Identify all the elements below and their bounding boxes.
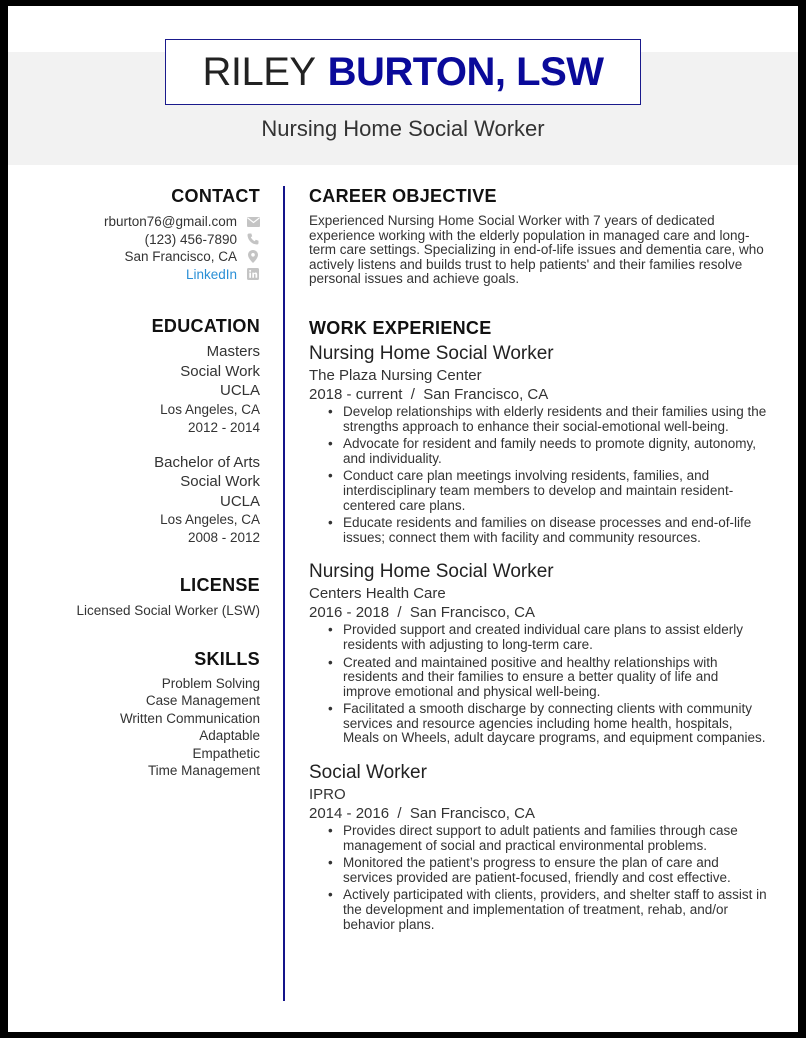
job-entry [309,762,769,932]
job-bullet: • Created and maintained positive and healthy relationships with residents and their families to ensure a better quality of life and improve emotional and physical well-being. [309,656,769,700]
education-degree: Bachelor of Arts [154,453,260,471]
linkedin-link[interactable]: LinkedIn [185,266,237,282]
job-title: Social Worker [309,762,427,784]
right-column [309,186,769,935]
experience-heading: WORK EXPERIENCE [309,317,492,338]
contact-linkedin[interactable] [28,266,260,284]
job-entry [309,561,769,746]
resume-page [8,6,798,1032]
education-field: Social Work [180,362,260,380]
envelope-icon [246,215,260,229]
phone-icon [246,232,260,246]
job-dates: 2016 - 2018 / San Francisco, CA [309,604,535,622]
job-title: Nursing Home Social Worker [309,561,554,583]
education-school: UCLA [219,492,260,510]
phone-text[interactable]: (123) 456-7890 [144,231,237,247]
job-bullet: • Facilitated a smooth discharge by connecting clients with community services and resource agencies including home health, hospitals, Meals on Wheels, adult daycare programs, and equipment companies. [309,702,769,746]
email-text[interactable]: rburton76@gmail.com [103,214,237,230]
first-name: RILEY [202,49,316,94]
skills-heading: SKILLS [194,648,260,669]
job-dates: 2014 - 2016 / San Francisco, CA [309,805,535,823]
contact-location [28,248,260,266]
education-heading: EDUCATION [151,316,260,336]
column-divider [283,186,285,1001]
contact-list [28,213,260,283]
skill-item: Adaptable [199,728,260,743]
license-item: Licensed Social Worker (LSW) [76,603,260,618]
education-location: Los Angeles, CA [160,401,260,417]
objective-heading: CAREER OBJECTIVE [309,186,497,206]
contact-phone[interactable] [28,231,260,249]
license-heading: LICENSE [179,575,260,595]
linkedin-icon [246,267,260,281]
job-company: IPRO [309,786,346,804]
skills-list [28,675,260,780]
education-entry [28,342,260,437]
job-bullet: • Advocate for resident and family needs to promote dignity, autonomy, and individuality. [309,437,769,466]
job-bullet: • Provides direct support to adult patients and families through case management of social and practical environmental problems. [309,824,769,853]
job-bullets [309,623,769,746]
job-bullet: • Provided support and created individual care plans to assist elderly residents with adjusting to long-term care. [309,623,769,652]
education-location: Los Angeles, CA [160,512,260,527]
job-bullet: • Conduct care plan meetings involving residents, families, and interdisciplinary team members to develop and maintain resident-centered care plans. [309,469,769,513]
education-field: Social Work [180,473,260,490]
name-box [165,39,641,105]
skill-item: Written Communication [119,710,260,726]
last-name: BURTON, LSW [327,49,604,94]
skill-item: Time Management [147,763,260,778]
education-school: UCLA [219,382,260,399]
contact-email[interactable] [28,213,260,231]
skill-item: Problem Solving [161,675,260,691]
job-bullets [309,824,769,932]
map-pin-icon [246,250,260,264]
job-bullet: • Educate residents and families on disease processes and end-of-life issues; connect them with facility and community resources. [309,516,769,545]
education-entry [28,453,260,548]
education-degree: Masters [206,343,260,360]
job-bullets [309,405,769,545]
job-bullet: • Monitored the patient’s progress to ensure the plan of care and services provided are patient-focused, friendly and cost effective. [309,856,769,885]
education-years: 2008 - 2012 [187,530,260,545]
left-column [28,186,260,780]
contact-heading: CONTACT [171,186,260,206]
location-text: San Francisco, CA [124,249,237,265]
objective-text: Experienced Nursing Home Social Worker with 7 years of dedicated experience working with the elderly population in managed care and long-term care settings. Specializing in end-of-life issues and dementia care, who actively listens and builds trust to help patients' and their families resolve personal issues and achieve goals. [309,213,764,287]
job-dates: 2018 - current / San Francisco, CA [309,385,549,403]
skill-item: Empathetic [192,745,260,761]
education-years: 2012 - 2014 [187,419,260,435]
skill-item: Case Management [145,693,260,708]
job-company: The Plaza Nursing Center [309,366,482,384]
job-title: Nursing Home Social Worker [309,342,554,364]
job-title-subtitle: Nursing Home Social Worker [261,116,545,141]
job-entry [309,343,769,545]
job-company: Centers Health Care [309,585,446,603]
job-bullet: • Actively participated with clients, providers, and shelter staff to assist in the development and implementation of treatment, rehab, and/or behavior plans. [309,888,769,932]
job-bullet: • Develop relationships with elderly residents and their families using the strengths approach to enhance their social-emotional well-being. [309,405,769,434]
